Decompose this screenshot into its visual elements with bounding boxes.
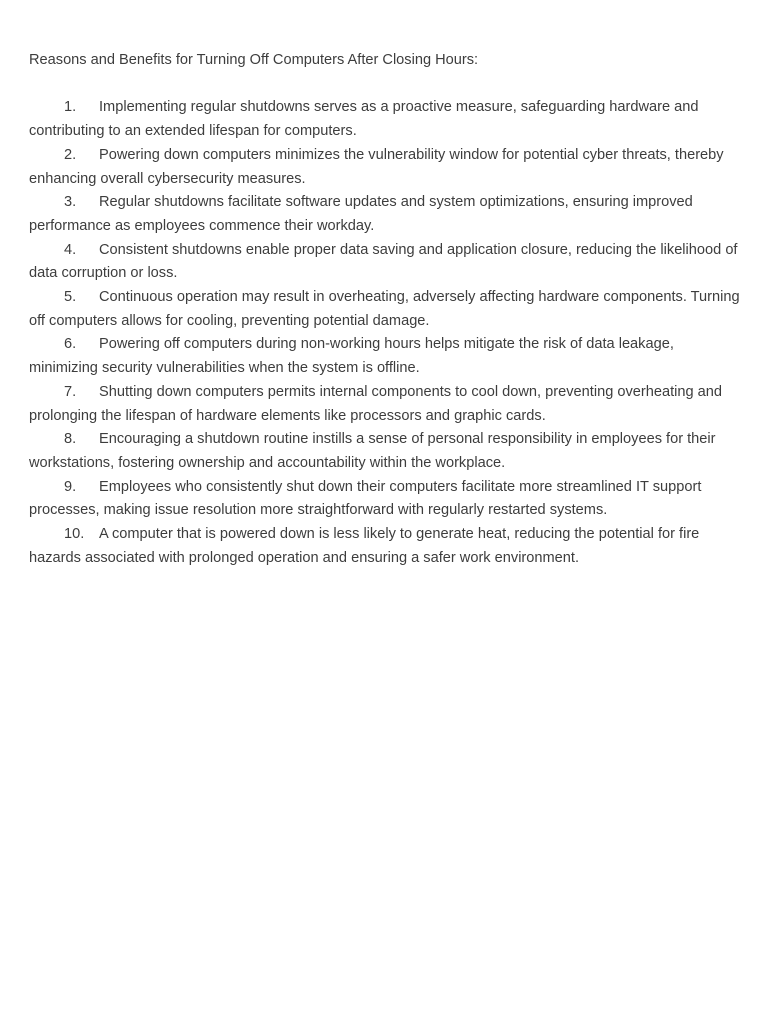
list-item bbox=[29, 96, 741, 143]
list-item-number: 1. bbox=[64, 99, 77, 116]
list-item-number: 8. bbox=[64, 431, 77, 448]
list-item-text: Powering off computers during non-working hours helps mitigate the risk of data leakage, minimizing security vulnerabilities when the system is offline. bbox=[29, 336, 674, 377]
list-item-text: A computer that is powered down is less likely to generate heat, reducing the potential for fire hazards associated with prolonged operation and ensuring a safer work environment. bbox=[29, 526, 700, 566]
document-body bbox=[29, 49, 741, 570]
list-item bbox=[29, 428, 741, 475]
list-item-text: Shutting down computers permits internal components to cool down, preventing overheating and prolonging the lifespan of hardware elements like processors and graphic cards. bbox=[29, 383, 723, 424]
list-item-number: 6. bbox=[64, 336, 77, 353]
list-item bbox=[29, 191, 741, 238]
list-item-number: 2. bbox=[64, 146, 77, 163]
list-item-text: Powering down computers minimizes the vulnerability window for potential cyber threats, thereby enhancing overall cybersecurity measures. bbox=[29, 146, 724, 187]
list-item-text: Employees who consistently shut down their computers facilitate more streamlined IT support processes, making issue resolution more straightforward with regularly restarted systems. bbox=[29, 478, 702, 519]
list-item-text: Regular shutdowns facilitate software updates and system optimizations, ensuring improved performance as employees commence their workday. bbox=[29, 194, 693, 234]
list-item-number: 10. bbox=[64, 526, 85, 543]
list-item bbox=[29, 476, 741, 523]
list-item bbox=[29, 239, 741, 286]
list-item-number: 3. bbox=[64, 194, 77, 211]
list-item-number: 4. bbox=[64, 241, 77, 258]
list-item-number: 7. bbox=[64, 383, 77, 400]
list-item-text: Encouraging a shutdown routine instills a sense of personal responsibility in employees for their workstations, fostering ownership and accountability within the workplace. bbox=[29, 431, 716, 471]
list-item-number: 9. bbox=[64, 478, 77, 495]
list-item bbox=[29, 523, 741, 570]
document-title: Reasons and Benefits for Turning Off Computers After Closing Hours: bbox=[29, 52, 479, 68]
list-item-number: 5. bbox=[64, 289, 77, 306]
list-item-text: Continuous operation may result in overheating, adversely affecting hardware components. Turning off computers allows for cooling, preventing potential damage. bbox=[29, 289, 740, 329]
list-item-text: Consistent shutdowns enable proper data saving and application closure, reducing the likelihood of data corruption or loss. bbox=[29, 241, 738, 282]
list-item bbox=[29, 286, 741, 333]
list-item-text: Implementing regular shutdowns serves as a proactive measure, safeguarding hardware and contributing to an extended lifespan for computers. bbox=[29, 99, 699, 140]
list-item bbox=[29, 381, 741, 428]
list-item bbox=[29, 144, 741, 191]
list-item bbox=[29, 333, 741, 380]
